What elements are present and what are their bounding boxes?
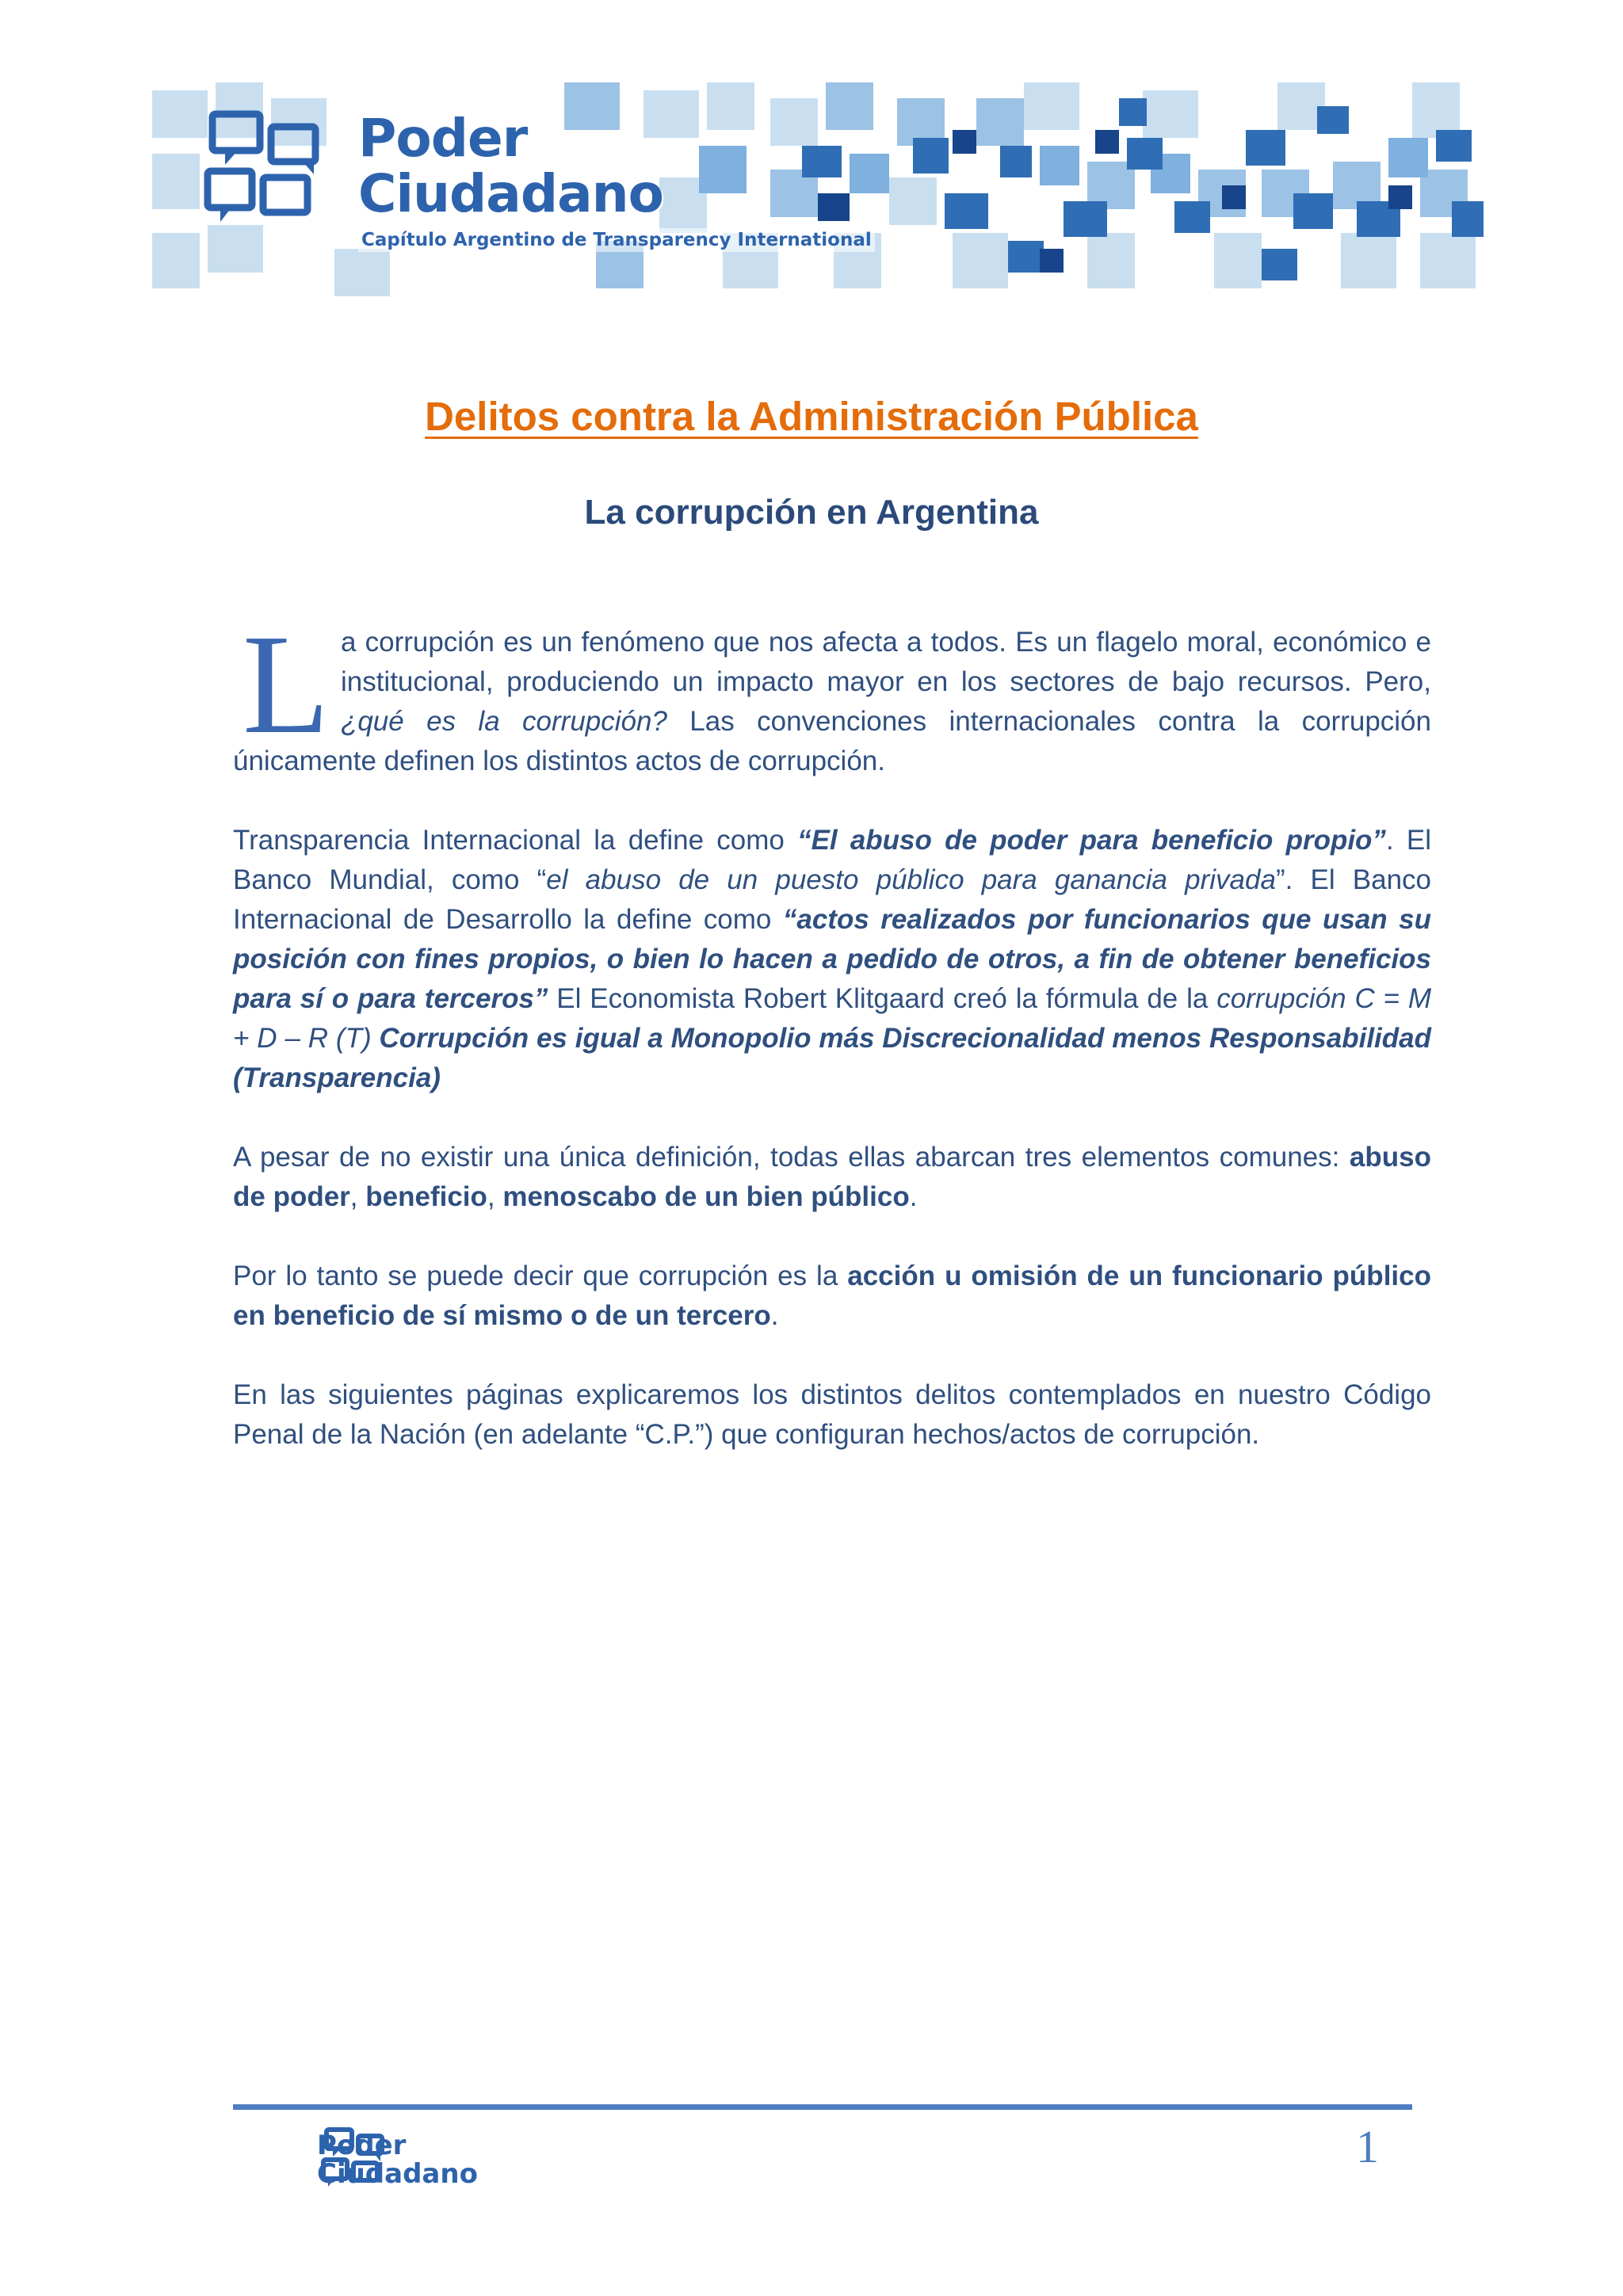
intro-text-2: Las convenciones internacionales contra la corrupción únicamente definen los distintos actos de corrupción.	[233, 706, 1431, 776]
definitions-text-3: ”. El Banco Internacional de Desarrollo la define como	[233, 864, 1431, 935]
page-number: 1	[1356, 2121, 1379, 2172]
paragraph-intro	[233, 605, 1431, 781]
definition-banco-mundial: el abuso de un puesto público para ganancia privada	[546, 864, 1276, 895]
summary-text-2: .	[770, 1300, 779, 1331]
paragraph-definition-summary	[233, 1257, 1431, 1336]
paragraph-next-pages	[233, 1375, 1431, 1455]
summary-emphasis: acción u omisión de un funcionario público en beneficio de sí mismo o de un tercero	[233, 1261, 1431, 1331]
logo-title-line2: Ciudadano	[358, 163, 663, 224]
document-title	[0, 393, 1623, 440]
drop-cap: L	[242, 605, 330, 763]
footer-logo-text	[317, 2131, 478, 2188]
next-pages-text: En las siguientes páginas explicaremos los distintos delitos contemplados en nuestro Código Penal de la Nación (en adelante “C.P.”) que configuran hechos/actos de corrupción.	[233, 1379, 1431, 1450]
element-beneficio: beneficio	[365, 1181, 487, 1212]
intro-question: ¿qué es la corrupción?	[340, 706, 667, 737]
banner-logo	[358, 108, 875, 252]
definitions-text-4: El Economista Robert Klitgaard creó la fórmula de la	[548, 983, 1217, 1014]
logo-title-line1: Poder	[358, 108, 528, 169]
logo-subtitle: Capítulo Argentino de Transparency International	[358, 228, 875, 252]
formula-explanation: Corrupción es igual a Monopolio más Discrecionalidad menos Responsabilidad (Transparencia)	[233, 1023, 1431, 1093]
summary-text-1: Por lo tanto se puede decir que corrupción es la	[233, 1261, 848, 1291]
footer-divider	[233, 2104, 1412, 2110]
definitions-text-1: Transparencia Internacional la define como	[233, 825, 798, 856]
document-subtitle: La corrupción en Argentina	[584, 493, 1039, 532]
footer-logo-line2: Ciudadano	[317, 2158, 478, 2190]
klitgaard-formula: corrupción C = M + D – R (T)	[233, 983, 1431, 1054]
common-text-1: A pesar de no existir una única definición, todas ellas abarcan tres elementos comunes:	[233, 1142, 1350, 1173]
intro-text-1: a corrupción es un fenómeno que nos afecta a todos. Es un flagelo moral, económico e institucional, produciendo un impacto mayor en los sectores de bajo recursos. Pero,	[340, 627, 1431, 697]
common-sep-2: ,	[487, 1181, 503, 1212]
element-menoscabo: menoscabo de un bien público	[502, 1181, 910, 1212]
document-body	[233, 605, 1431, 1494]
definition-ti: “El abuso de poder para beneficio propio”	[797, 825, 1386, 856]
definition-bid: “actos realizados por funcionarios que usan su posición con fines propios, o bien lo hacen a pedido de otros, a fin de obtener beneficios para sí o para terceros”	[233, 904, 1431, 1014]
paragraph-common-elements	[233, 1138, 1431, 1217]
paragraph-definitions	[233, 821, 1431, 1098]
common-text-2: .	[909, 1181, 918, 1212]
header-banner	[152, 82, 1490, 299]
footer-logo-line1: Poder	[317, 2130, 407, 2161]
element-abuso: abuso de poder	[233, 1142, 1431, 1212]
document-title-text: Delitos contra la Administración Pública	[425, 394, 1198, 439]
definitions-text-2: . El Banco Mundial, como “	[233, 825, 1431, 895]
common-sep-1: ,	[349, 1181, 366, 1212]
